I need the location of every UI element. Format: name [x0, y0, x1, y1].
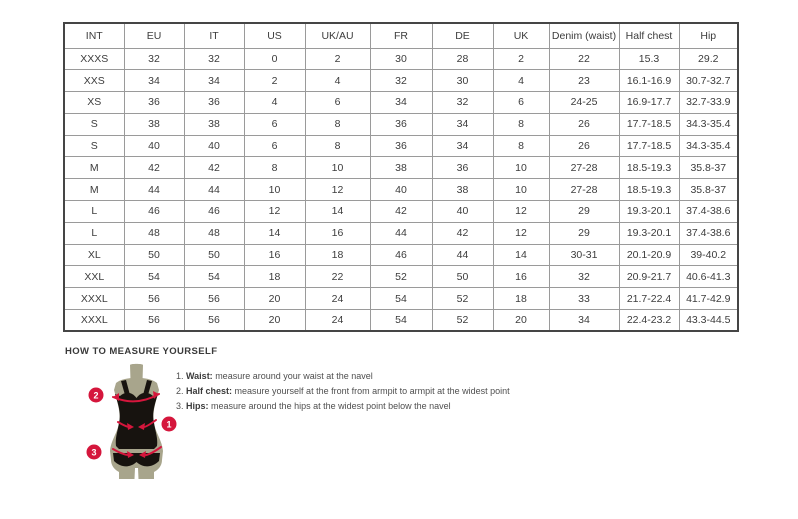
table-cell: 8	[244, 157, 305, 179]
table-cell: S	[64, 135, 124, 157]
table-row	[64, 157, 738, 179]
table-cell: 52	[370, 266, 432, 288]
table-cell: XXXS	[64, 48, 124, 70]
table-cell: XS	[64, 92, 124, 114]
marker-waist-number: 1	[166, 419, 172, 430]
table-row	[64, 70, 738, 92]
table-cell: 20	[244, 288, 305, 310]
measure-step-half-chest: 2. Half chest: measure yourself at the front from armpit to armpit at the widest point	[176, 386, 510, 396]
table-cell: 32	[124, 48, 184, 70]
table-cell: 34.3-35.4	[679, 113, 738, 135]
table-cell: S	[64, 113, 124, 135]
table-cell: 42	[184, 157, 244, 179]
table-cell: 24	[305, 310, 370, 332]
table-cell: 44	[432, 244, 493, 266]
table-cell: 37.4-38.6	[679, 222, 738, 244]
table-cell: 42	[124, 157, 184, 179]
column-header: DE	[432, 23, 493, 48]
table-cell: 20.9-21.7	[619, 266, 679, 288]
table-cell: 19.3-20.1	[619, 222, 679, 244]
table-cell: 10	[493, 179, 549, 201]
column-header: UK	[493, 23, 549, 48]
table-cell: 56	[184, 288, 244, 310]
table-cell: 34.3-35.4	[679, 135, 738, 157]
column-header: US	[244, 23, 305, 48]
table-cell: 2	[305, 48, 370, 70]
table-cell: 2	[244, 70, 305, 92]
table-cell: 52	[432, 288, 493, 310]
column-header: INT	[64, 23, 124, 48]
measure-steps-list	[176, 369, 510, 414]
table-cell: 8	[493, 135, 549, 157]
table-cell: 21.7-22.4	[619, 288, 679, 310]
table-row	[64, 222, 738, 244]
table-cell: 6	[493, 92, 549, 114]
table-cell: 22	[549, 48, 619, 70]
table-cell: 52	[432, 310, 493, 332]
table-cell: 44	[184, 179, 244, 201]
table-cell: 27-28	[549, 179, 619, 201]
marker-hips-number: 3	[91, 447, 97, 458]
table-cell: L	[64, 201, 124, 223]
table-row	[64, 266, 738, 288]
table-cell: 46	[370, 244, 432, 266]
table-cell: 38	[432, 179, 493, 201]
column-header: Half chest	[619, 23, 679, 48]
table-cell: 36	[184, 92, 244, 114]
table-cell: 14	[305, 201, 370, 223]
table-cell: 34	[124, 70, 184, 92]
size-chart-table	[63, 22, 739, 332]
table-cell: 54	[370, 288, 432, 310]
table-cell: 10	[305, 157, 370, 179]
table-cell: 46	[184, 201, 244, 223]
table-row	[64, 244, 738, 266]
table-cell: 15.3	[619, 48, 679, 70]
table-cell: 39-40.2	[679, 244, 738, 266]
table-cell: 34	[184, 70, 244, 92]
table-row	[64, 288, 738, 310]
table-cell: 29.2	[679, 48, 738, 70]
column-header: UK/AU	[305, 23, 370, 48]
table-cell: 6	[305, 92, 370, 114]
table-cell: XXXL	[64, 288, 124, 310]
table-cell: 0	[244, 48, 305, 70]
table-cell: 6	[244, 135, 305, 157]
table-cell: 33	[549, 288, 619, 310]
table-row	[64, 92, 738, 114]
table-cell: 16.9-17.7	[619, 92, 679, 114]
column-header: Denim (waist)	[549, 23, 619, 48]
table-cell: 22.4-23.2	[619, 310, 679, 332]
table-cell: 36	[124, 92, 184, 114]
table-cell: 18.5-19.3	[619, 179, 679, 201]
table-cell: 26	[549, 113, 619, 135]
table-cell: 20	[244, 310, 305, 332]
table-cell: 32.7-33.9	[679, 92, 738, 114]
table-cell: 48	[124, 222, 184, 244]
table-cell: 32	[370, 70, 432, 92]
table-cell: 34	[432, 135, 493, 157]
table-cell: 23	[549, 70, 619, 92]
table-cell: 18	[305, 244, 370, 266]
table-cell: 38	[184, 113, 244, 135]
table-cell: 54	[124, 266, 184, 288]
table-cell: M	[64, 179, 124, 201]
size-chart-body	[64, 48, 738, 331]
table-cell: 4	[244, 92, 305, 114]
table-cell: 38	[124, 113, 184, 135]
measure-figure	[80, 362, 184, 484]
table-cell: 29	[549, 222, 619, 244]
table-cell: 8	[305, 113, 370, 135]
table-cell: 4	[305, 70, 370, 92]
table-cell: 16	[244, 244, 305, 266]
table-cell: 14	[493, 244, 549, 266]
table-cell: 22	[305, 266, 370, 288]
table-cell: 35.8-37	[679, 179, 738, 201]
table-row	[64, 179, 738, 201]
table-cell: XL	[64, 244, 124, 266]
table-cell: 32	[184, 48, 244, 70]
table-cell: 42	[432, 222, 493, 244]
table-row	[64, 135, 738, 157]
table-cell: 18	[493, 288, 549, 310]
table-cell: 40.6-41.3	[679, 266, 738, 288]
table-cell: 19.3-20.1	[619, 201, 679, 223]
column-header: Hip	[679, 23, 738, 48]
table-cell: 44	[370, 222, 432, 244]
table-cell: XXS	[64, 70, 124, 92]
table-cell: 36	[370, 113, 432, 135]
table-cell: 10	[493, 157, 549, 179]
table-cell: 36	[432, 157, 493, 179]
table-row	[64, 201, 738, 223]
table-cell: 10	[244, 179, 305, 201]
table-cell: 34	[549, 310, 619, 332]
table-cell: 17.7-18.5	[619, 113, 679, 135]
mannequin-illustration-icon	[80, 362, 184, 484]
marker-chest-number: 2	[93, 390, 99, 401]
table-cell: 12	[244, 201, 305, 223]
table-cell: 40	[432, 201, 493, 223]
table-cell: 48	[184, 222, 244, 244]
table-cell: 24	[305, 288, 370, 310]
table-cell: 30	[370, 48, 432, 70]
table-cell: 2	[493, 48, 549, 70]
table-cell: 14	[244, 222, 305, 244]
table-cell: 20.1-20.9	[619, 244, 679, 266]
table-cell: 40	[370, 179, 432, 201]
table-row	[64, 48, 738, 70]
table-cell: 35.8-37	[679, 157, 738, 179]
table-row	[64, 310, 738, 332]
table-cell: 24-25	[549, 92, 619, 114]
table-cell: 32	[549, 266, 619, 288]
column-header: EU	[124, 23, 184, 48]
table-cell: 8	[493, 113, 549, 135]
table-cell: L	[64, 222, 124, 244]
measure-step-waist: 1. Waist: measure around your waist at the navel	[176, 371, 373, 381]
measure-step-hips: 3. Hips: measure around the hips at the widest point below the navel	[176, 401, 451, 411]
table-cell: 40	[184, 135, 244, 157]
table-cell: 56	[124, 310, 184, 332]
table-cell: 54	[370, 310, 432, 332]
table-cell: 12	[493, 222, 549, 244]
table-cell: 16	[305, 222, 370, 244]
table-cell: 27-28	[549, 157, 619, 179]
table-cell: 18	[244, 266, 305, 288]
measure-section-title: HOW TO MEASURE YOURSELF	[65, 346, 218, 357]
table-row	[64, 113, 738, 135]
column-header: FR	[370, 23, 432, 48]
table-cell: 6	[244, 113, 305, 135]
table-cell: 44	[124, 179, 184, 201]
table-cell: 50	[184, 244, 244, 266]
table-cell: 8	[305, 135, 370, 157]
table-cell: 20	[493, 310, 549, 332]
table-cell: 29	[549, 201, 619, 223]
table-cell: 12	[493, 201, 549, 223]
table-cell: 16.1-16.9	[619, 70, 679, 92]
table-cell: XXXL	[64, 310, 124, 332]
table-cell: 41.7-42.9	[679, 288, 738, 310]
table-cell: 32	[432, 92, 493, 114]
table-cell: 18.5-19.3	[619, 157, 679, 179]
table-cell: 43.3-44.5	[679, 310, 738, 332]
table-cell: 54	[184, 266, 244, 288]
table-cell: 50	[124, 244, 184, 266]
table-cell: 40	[124, 135, 184, 157]
table-cell: 30.7-32.7	[679, 70, 738, 92]
table-cell: 17.7-18.5	[619, 135, 679, 157]
table-cell: 46	[124, 201, 184, 223]
table-cell: 37.4-38.6	[679, 201, 738, 223]
table-cell: M	[64, 157, 124, 179]
table-cell: 26	[549, 135, 619, 157]
table-cell: 34	[370, 92, 432, 114]
table-cell: 36	[370, 135, 432, 157]
size-chart-header	[64, 23, 738, 48]
header-row	[64, 23, 738, 48]
table-cell: 30-31	[549, 244, 619, 266]
table-cell: 28	[432, 48, 493, 70]
table-cell: 16	[493, 266, 549, 288]
table-cell: 12	[305, 179, 370, 201]
table-cell: 38	[370, 157, 432, 179]
table-cell: 30	[432, 70, 493, 92]
table-cell: 4	[493, 70, 549, 92]
table-cell: 34	[432, 113, 493, 135]
column-header: IT	[184, 23, 244, 48]
table-cell: 50	[432, 266, 493, 288]
table-cell: 42	[370, 201, 432, 223]
table-cell: 56	[184, 310, 244, 332]
table-cell: 56	[124, 288, 184, 310]
table-cell: XXL	[64, 266, 124, 288]
